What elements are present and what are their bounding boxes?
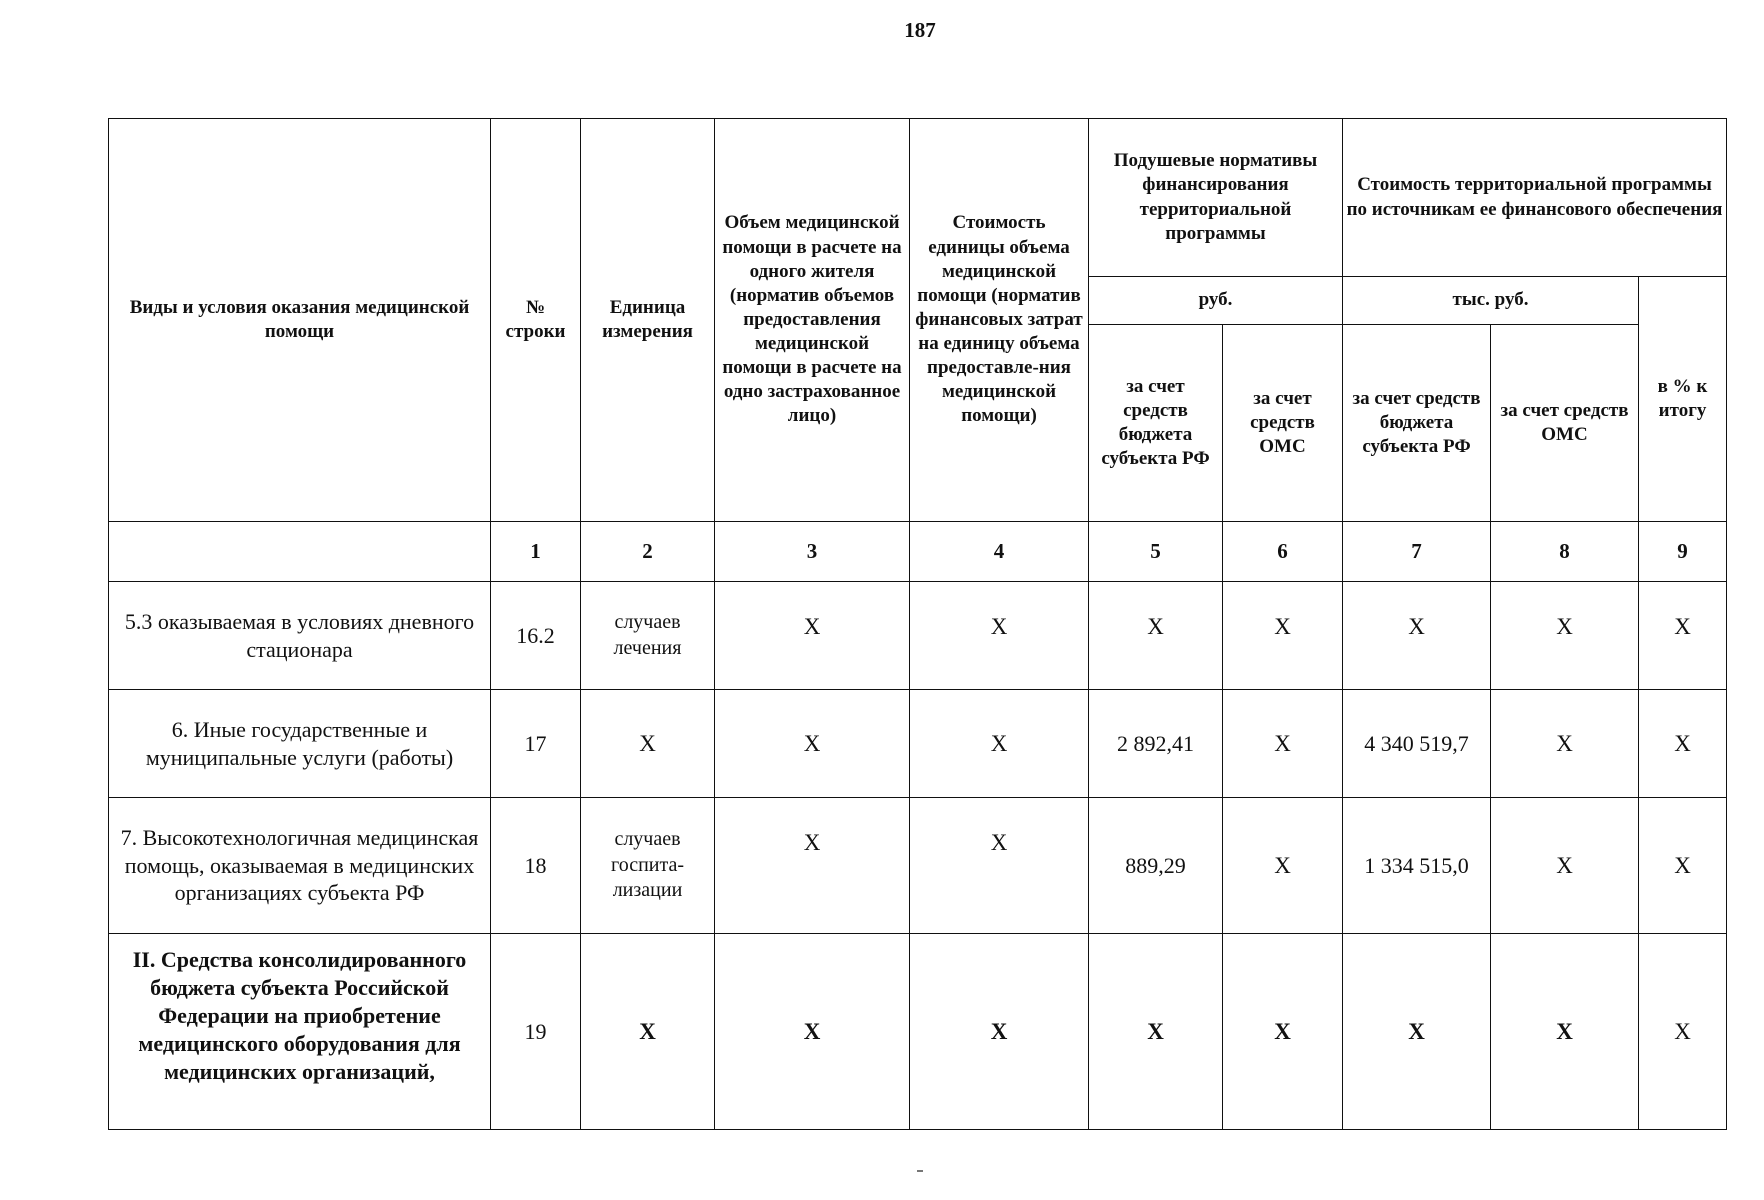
cell-oms-rub: X	[1223, 934, 1343, 1130]
column-numbers-row	[109, 522, 1727, 582]
header-oms-2: за счет средств ОМС	[1491, 325, 1639, 522]
cell-oms-rub: X	[1223, 798, 1343, 934]
cell-cost: X	[910, 934, 1089, 1130]
cell-oms-thous: X	[1491, 582, 1639, 690]
column-number: 1	[491, 522, 581, 582]
cell-budget-thous: 1 334 515,0	[1343, 798, 1491, 934]
header-oms: за счет средств ОМС	[1223, 325, 1343, 522]
financing-table	[108, 118, 1727, 1130]
cell-cost: X	[910, 798, 1089, 934]
cell-budget-thous: 4 340 519,7	[1343, 690, 1491, 798]
cell-volume: X	[715, 582, 910, 690]
table-row	[109, 798, 1727, 934]
row-number: 17	[491, 690, 581, 798]
column-number-empty	[109, 522, 491, 582]
column-number: 8	[1491, 522, 1639, 582]
cell-percent: X	[1639, 798, 1727, 934]
scan-artifact	[917, 1170, 923, 1172]
cell-percent: X	[1639, 582, 1727, 690]
table-row	[109, 690, 1727, 798]
header-territorial-cost: Стоимость территориальной программы по источникам ее финансового обеспечения	[1343, 119, 1727, 277]
cell-volume: X	[715, 798, 910, 934]
row-unit: случаев лечения	[581, 582, 715, 690]
column-number: 6	[1223, 522, 1343, 582]
cell-oms-rub: X	[1223, 690, 1343, 798]
header-unit: Единица измерения	[581, 119, 715, 522]
column-number: 9	[1639, 522, 1727, 582]
cell-cost: X	[910, 690, 1089, 798]
table-row	[109, 934, 1727, 1130]
header-rub: руб.	[1089, 277, 1343, 325]
cell-oms-thous: X	[1491, 934, 1639, 1130]
row-unit: X	[581, 690, 715, 798]
cell-budget-rub: 2 892,41	[1089, 690, 1223, 798]
row-unit: случаев госпита-лизации	[581, 798, 715, 934]
column-number: 7	[1343, 522, 1491, 582]
cell-budget-thous: X	[1343, 934, 1491, 1130]
cell-volume: X	[715, 690, 910, 798]
page-number: 187	[904, 18, 936, 42]
header-budget-rf-2: за счет средств бюджета субъекта РФ	[1343, 325, 1491, 522]
row-description: II. Средства консолидированного бюджета субъекта Российской Федерации на приобретение медицинского оборудования для медицинских организаций,	[109, 934, 491, 1130]
header-row-number: № строки	[491, 119, 581, 522]
row-description: 6. Иные государственные и муниципальные услуги (работы)	[109, 690, 491, 798]
row-number: 16.2	[491, 582, 581, 690]
cell-budget-rub: X	[1089, 582, 1223, 690]
cell-volume: X	[715, 934, 910, 1130]
row-description: 5.3 оказываемая в условиях дневного стационара	[109, 582, 491, 690]
column-number: 3	[715, 522, 910, 582]
cell-oms-rub: X	[1223, 582, 1343, 690]
cell-oms-thous: X	[1491, 690, 1639, 798]
header-per-capita: Подушевые нормативы финансирования территориальной программы	[1089, 119, 1343, 277]
row-unit: X	[581, 934, 715, 1130]
header-volume: Объем медицинской помощи в расчете на одного жителя (норматив объемов предоставления медицинской помощи в расчете на одно застрахованное лицо)	[715, 119, 910, 522]
cell-cost: X	[910, 582, 1089, 690]
column-number: 4	[910, 522, 1089, 582]
cell-budget-rub: 889,29	[1089, 798, 1223, 934]
header-percent: в % к итогу	[1639, 277, 1727, 522]
header-budget-rf: за счет средств бюджета субъекта РФ	[1089, 325, 1223, 522]
cell-budget-rub: X	[1089, 934, 1223, 1130]
cell-oms-thous: X	[1491, 798, 1639, 934]
header-types-conditions: Виды и условия оказания медицинской помощи	[109, 119, 491, 522]
row-description: 7. Высокотехнологичная медицинская помощь, оказываемая в медицинских организациях субъекта РФ	[109, 798, 491, 934]
cell-percent: X	[1639, 934, 1727, 1130]
table-row	[109, 582, 1727, 690]
cell-budget-thous: X	[1343, 582, 1491, 690]
row-number: 18	[491, 798, 581, 934]
cell-percent: X	[1639, 690, 1727, 798]
column-number: 2	[581, 522, 715, 582]
header-cost: Стоимость единицы объема медицинской помощи (норматив финансовых затрат на единицу объема предоставле-ния медицинской помощи)	[910, 119, 1089, 522]
header-thous-rub: тыс. руб.	[1343, 277, 1639, 325]
column-number: 5	[1089, 522, 1223, 582]
row-number: 19	[491, 934, 581, 1130]
